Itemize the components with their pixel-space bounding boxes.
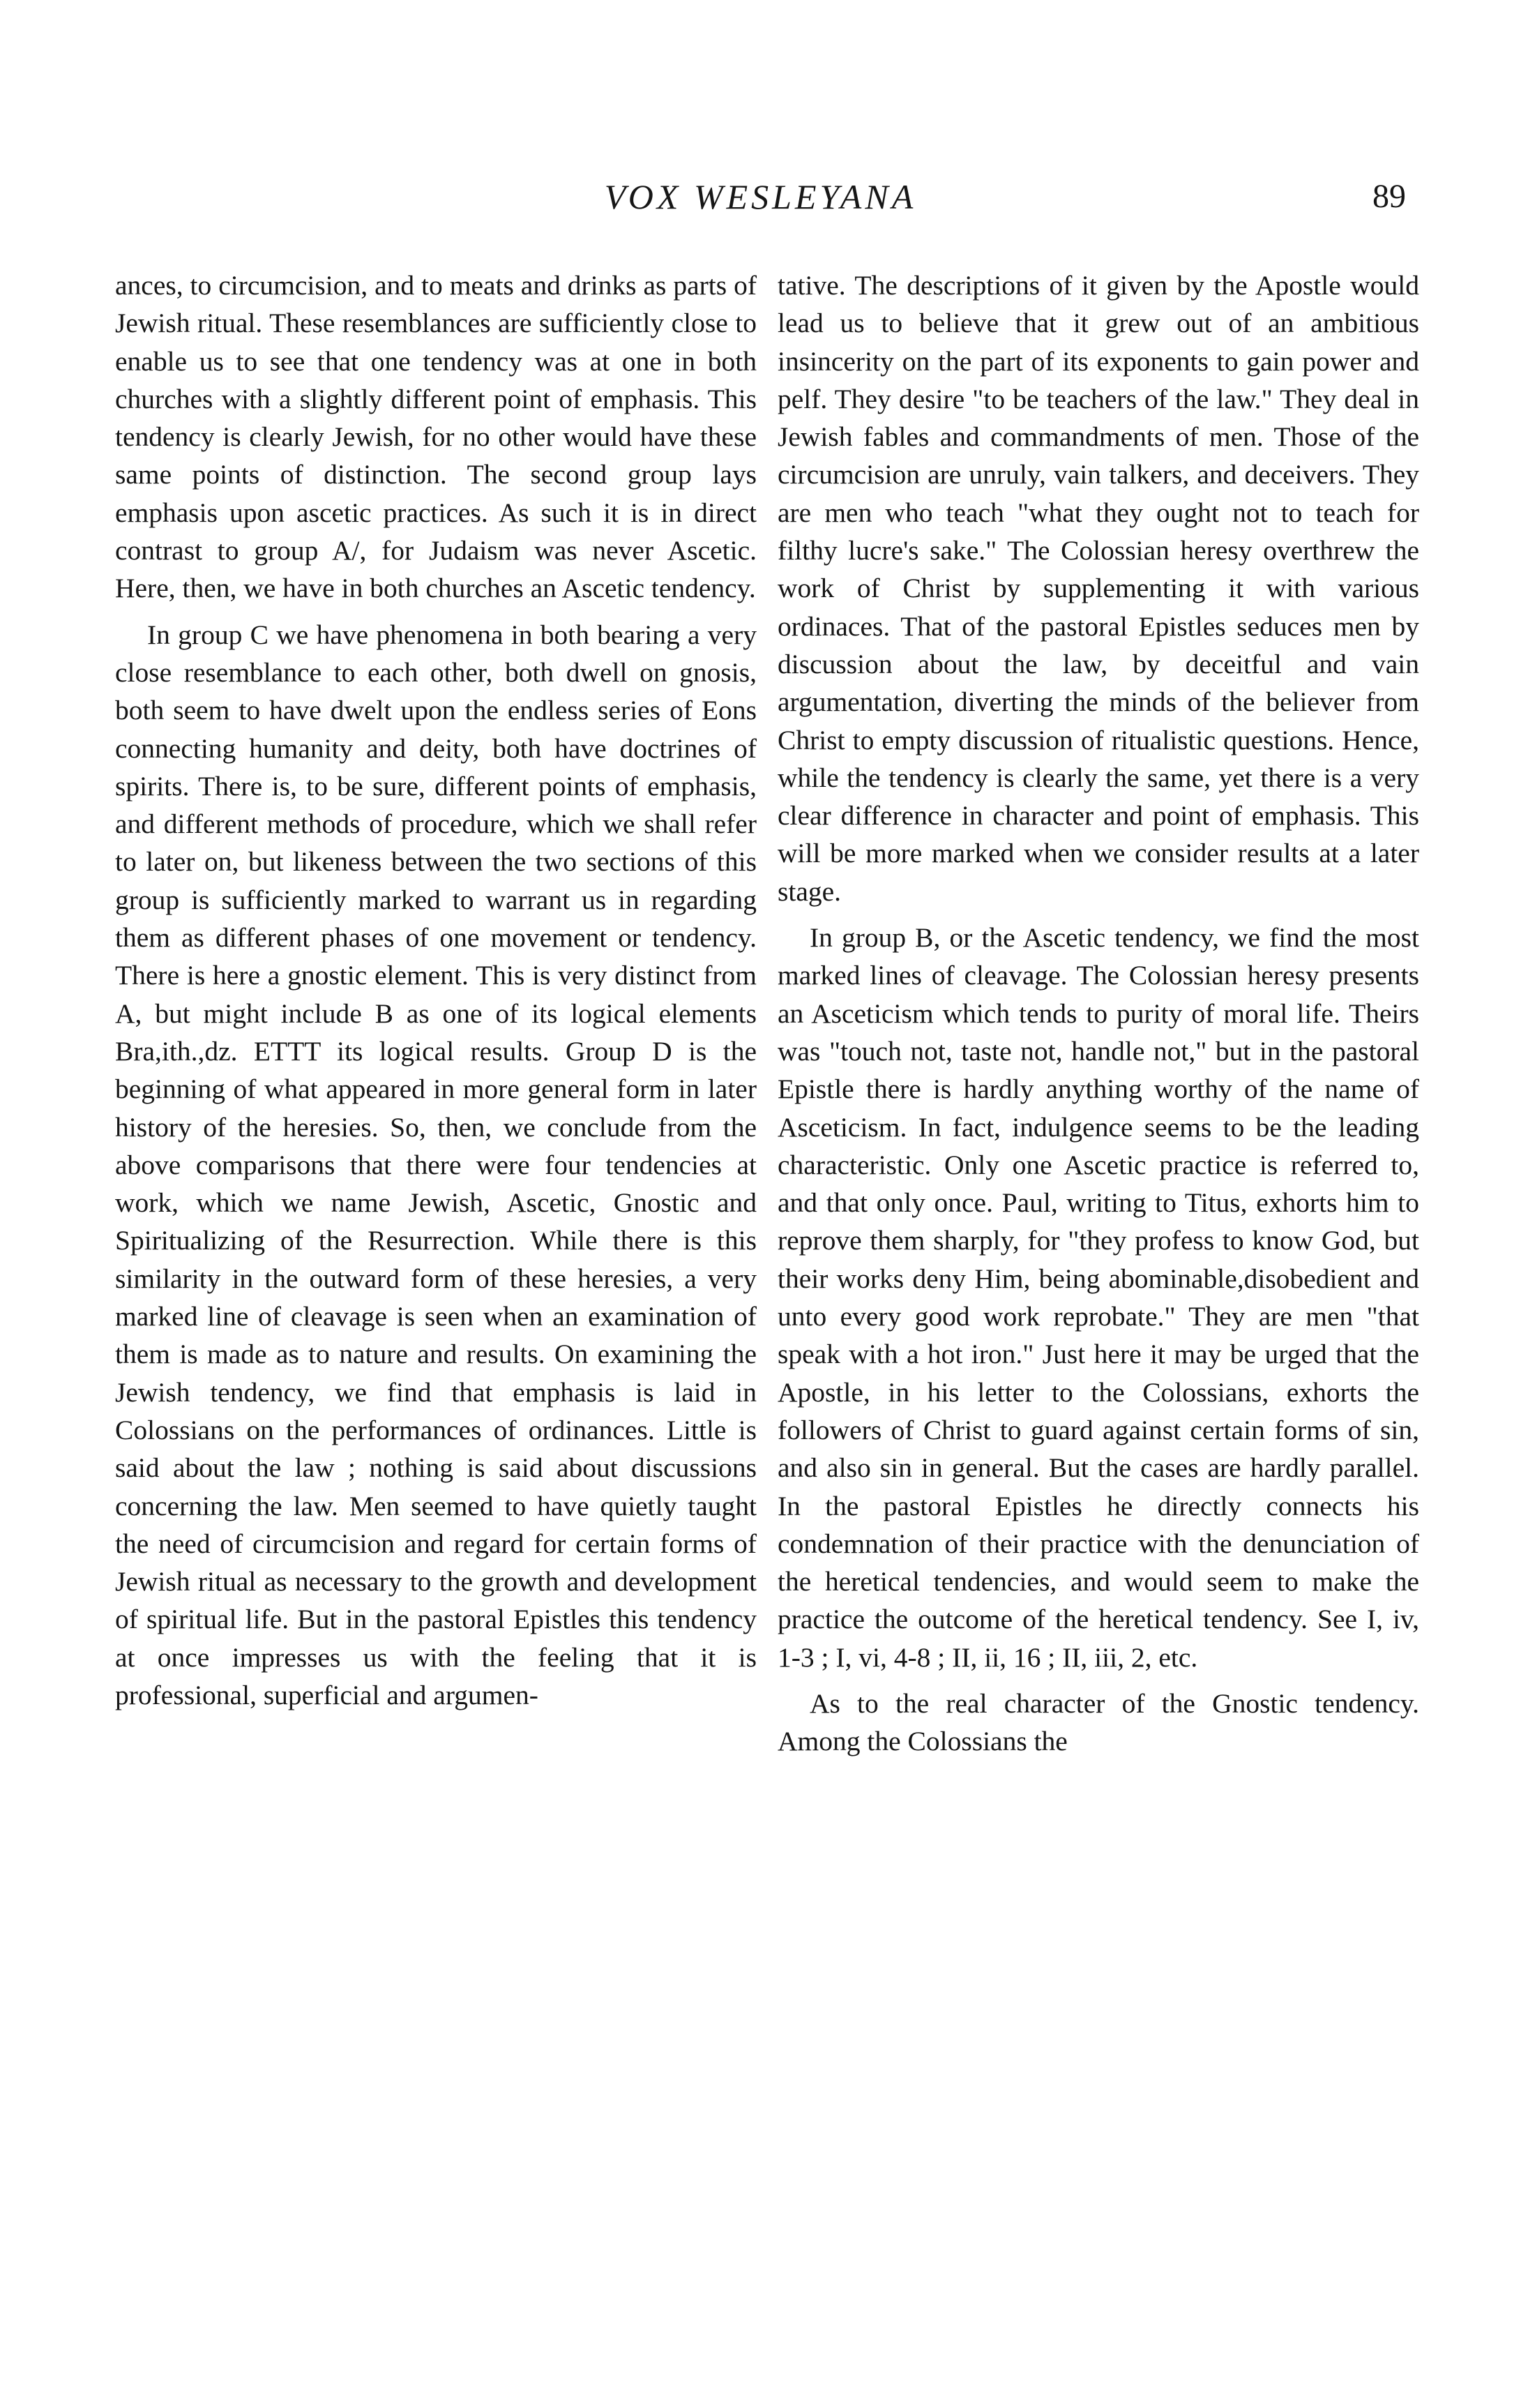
paragraph: As to the real character of the Gnostic tendency. Among the Colossians the	[778, 1687, 1419, 1757]
paragraph: In group B, or the Ascetic tendency, we find the most marked lines of cleavage. The Colossian heresy presents an Asceticism which tends to purity of moral life. Theirs was "touch not, taste not, handle not," but in the pastoral Epistle there is hardly anything worthy of the name of Asceticism. In fact, indulgence seems to be the leading characteristic. Only one Ascetic practice is referred to, and that only once. Paul, writing to Titus, exhorts him to reprove them sharply, for "they profess to know God, but their works deny Him, being abominable,disobedient and unto every good work reprobate." They are men "that speak with a hot iron." Just here it may be urged that the Apostle, in his letter to the Colossians, exhorts the followers of Christ to guard against certain forms of sin, and also sin in general. But the cases are hardly parallel. In the pastoral Epistles he directly connects his condemnation of their practice with the denunciation of the heretical tendencies, and would seem to make the practice the outcome of the heretical tendency. See I, iv, 1-3 ; I, vi, 4-8 ; II, ii, 16 ; II, iii, 2, etc.	[778, 922, 1419, 1673]
paragraph: tative. The descriptions of it given by the Apostle would lead us to believe that it grew out of an ambitious insincerity on the part of its exponents to gain power and pelf. They desire "to be teachers of the law." They deal in Jewish fables and commandments of men. Those of the circumcision are unruly, vain talkers, and deceivers. They are men who teach "what they ought not to teach for filthy lucre's sake." The Colossian heresy overthrew the work of Christ by supplementing it with various ordinaces. That of the pastoral Epistles seduces men by discussion about the law, by deceitful and vain argumentation, diverting the minds of the believer from Christ to empty discussion of ritualistic questions. Hence, while the tendency is clearly the same, yet there is a very clear difference in character and point of emphasis. This will be more marked when we consider results at a later stage.	[778, 270, 1419, 907]
paragraph: In group C we have phenomena in both bearing a very close resemblance to each other, both dwell on gnosis, both seem to have dwelt upon the endless series of Eons connecting humanity and deity, both have doctrines of spirits. There is, to be sure, different points of emphasis, and different methods of procedure, which we shall refer to later on, but likeness between the two sections of this group is sufficiently marked to warrant us in regarding them as different phases of one movement or tendency. There is here a gnostic element. This is very distinct from A, but might include B as one of its logical elements Bra,ith.,dz. ETTT its logical results. Group D is the beginning of what appeared in more general form in later history of the heresies. So, then, we conclude from the above comparisons that there were four tendencies at work, which we name Jewish, Ascetic, Gnostic and Spiritualizing of the Resurrection. While there is this similarity in the outward form of these heresies, a very marked line of cleavage is seen when an examination of them is made as to nature and results. On examining the Jewish tendency, we find that emphasis is laid in Colossians on the performances of ordinances. Little is said about the law ; nothing is said about discussions concerning the law. Men seemed to have quietly taught the need of circumcision and regard for certain forms of Jewish ritual as necessary to the growth and development of spiritual life. But in the pastoral Epistles this tendency at once impresses us with the feeling that it is professional, superficial and argumen-	[115, 619, 757, 1710]
page-number: 89	[1372, 178, 1406, 215]
right-column	[778, 266, 1419, 1769]
journal-title: VOX WESLEYANA	[604, 177, 917, 216]
running-head	[0, 176, 1521, 232]
paragraph: ances, to circumcision, and to meats and drinks as parts of Jewish ritual. These resemblances are sufficiently close to enable us to see that one tendency was at one in both churches with a slightly different point of emphasis. This tendency is clearly Jewish, for no other would have these same points of distinction. The second group lays emphasis upon ascetic practices. As such it is in direct contrast to group A/, for Judaism was never Ascetic. Here, then, we have in both churches an Ascetic tendency.	[115, 270, 757, 604]
left-column	[115, 266, 757, 1722]
